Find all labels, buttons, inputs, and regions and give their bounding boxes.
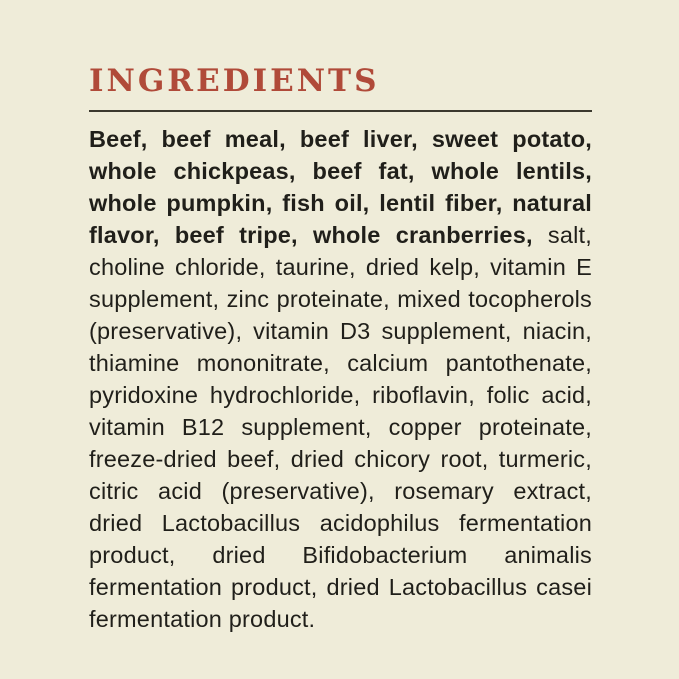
ingredients-paragraph — [89, 123, 592, 635]
secondary-ingredients-text: salt, choline chloride, taurine, dried kelp, vitamin E supplement, zinc proteinate, mixed tocopherols (preservative), vitamin D3 supplement, niacin, thiamine mononitrate, calcium pantothenate, pyridoxine hydrochloride, riboflavin, folic acid, vitamin B12 supplement, copper proteinate, freeze-dried beef, dried chicory root, turmeric, citric acid (preservative), rosemary extract, dried Lactobacillus acidophilus fermentation product, dried Bifidobacterium animalis fermentation product, dried Lactobacillus casei fermentation product. — [89, 222, 593, 632]
ingredients-heading: INGREDIENTS — [89, 63, 380, 99]
primary-ingredients-text: Beef, beef meal, beef liver, sweet potato, whole chickpeas, beef fat, whole lentils, whole pumpkin, fish oil, lentil fiber, natural flavor, beef tripe, whole cranberries, — [89, 126, 592, 248]
ingredients-panel — [89, 0, 592, 635]
heading-divider — [89, 110, 592, 112]
